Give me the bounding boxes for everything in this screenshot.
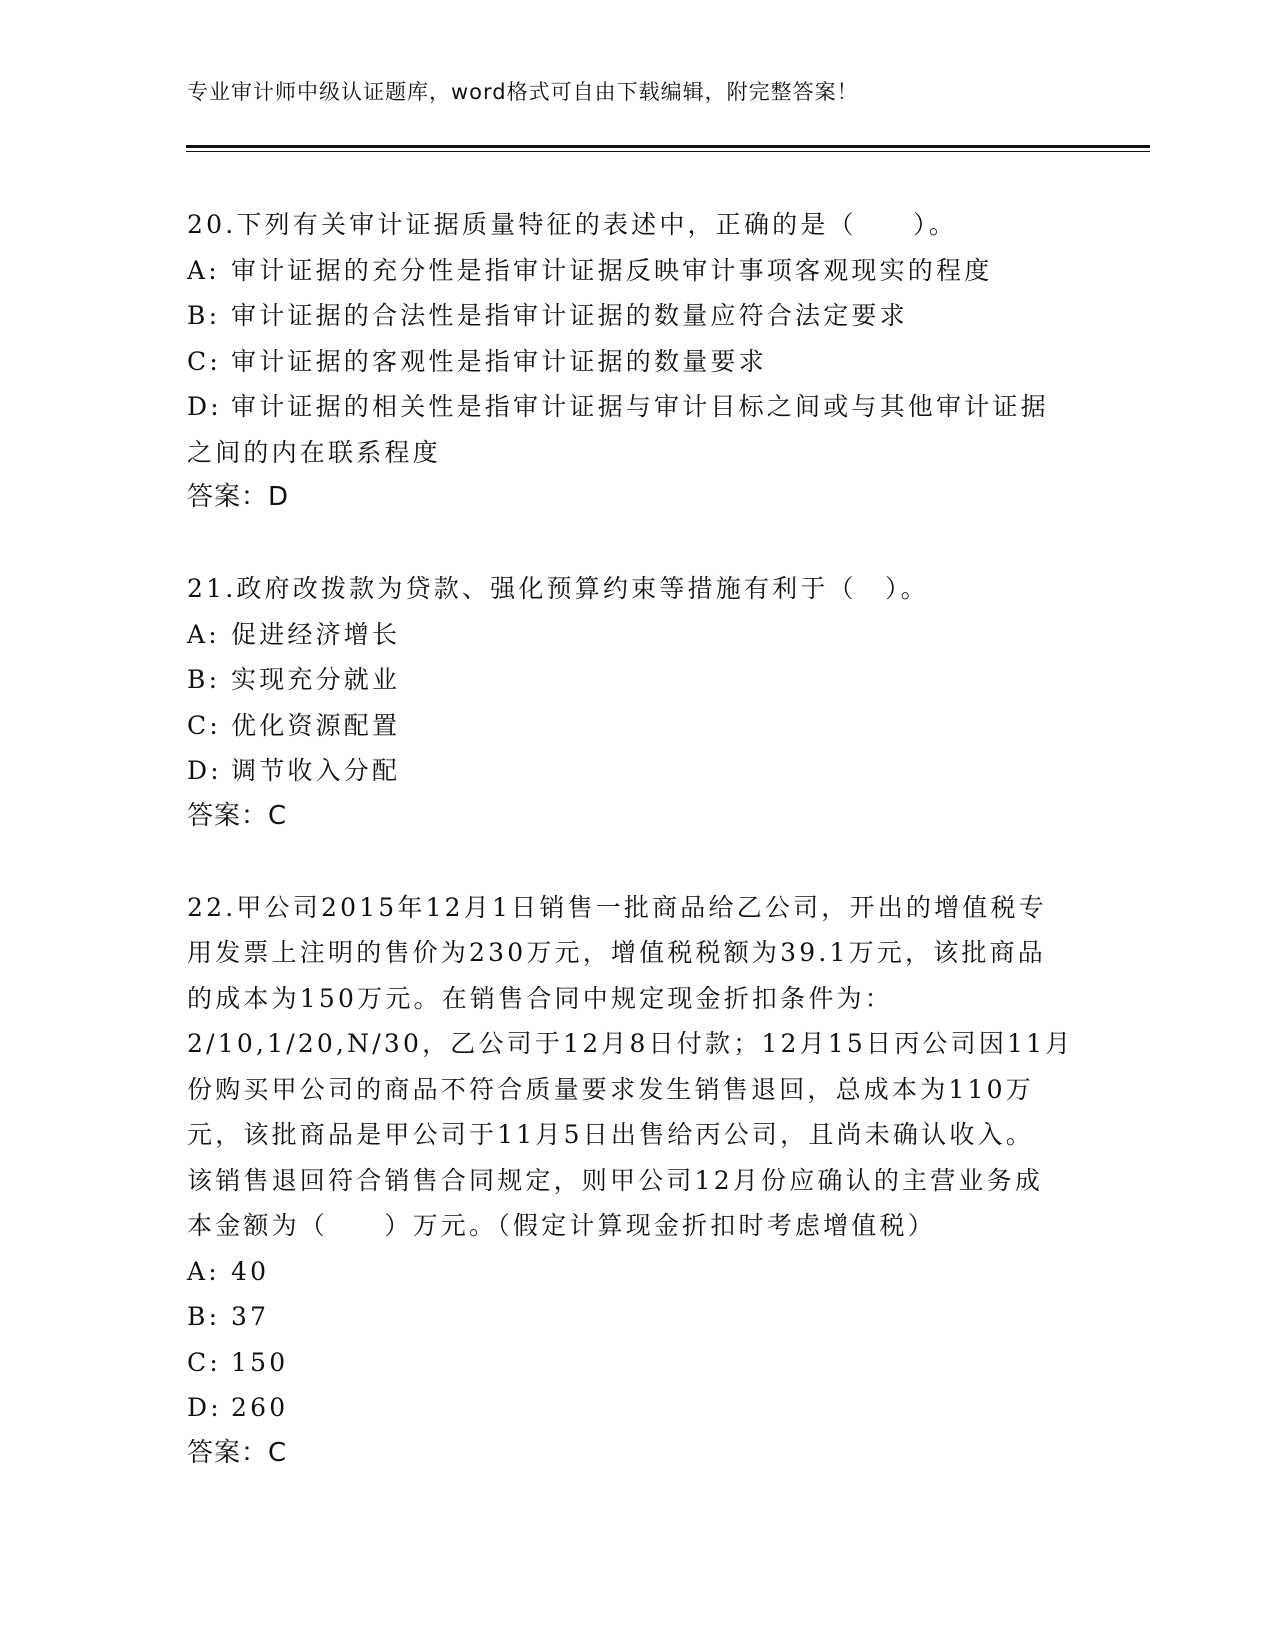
page-header: 专业审计师中级认证题库，word格式可自由下载编辑，附完整答案！ [187, 80, 859, 104]
question-stem-line: 用发票上注明的售价为230万元，增值税税额为39.1万元，该批商品 [187, 938, 1046, 967]
option-text: 调节收入分配 [231, 756, 401, 785]
header-rule-thick [186, 145, 1150, 148]
option-key: C: [187, 346, 221, 376]
option-key: D: [187, 756, 222, 785]
option-text: 审计证据的合法性是指审计证据的数量应符合法定要求 [231, 301, 908, 330]
option-line [187, 384, 1087, 430]
option-line [187, 430, 1087, 476]
option-key: B: [187, 1302, 221, 1331]
option-line [187, 748, 1087, 794]
question-20 [187, 202, 1087, 521]
option-text: 优化资源配置 [231, 710, 401, 740]
answer-label: 答案：C [187, 1437, 288, 1468]
option-text: 260 [231, 1393, 289, 1422]
option-line [187, 248, 1087, 294]
question-21 [187, 566, 1087, 839]
option-key: A: [187, 255, 220, 285]
option-text: 40 [231, 1256, 270, 1286]
question-stem-line: 20.下列有关审计证据质量特征的表述中，正确的是（ ）。 [187, 210, 958, 239]
question-stem-line: 22.甲公司2015年12月1日销售一批商品给乙公司，开出的增值税专 [187, 892, 1047, 922]
option-line [187, 339, 1087, 385]
option-line [187, 657, 1087, 703]
option-text: 促进经济增长 [231, 619, 401, 649]
option-text: 审计证据的相关性是指审计证据与审计目标之间或与其他审计证据 [231, 392, 1049, 421]
question-stem-line: 2/10,1/20,N/30，乙公司于12月8日付款；12月15日丙公司因11月 [187, 1029, 1074, 1058]
option-key: D: [187, 392, 222, 421]
option-key: B: [187, 301, 221, 330]
question-stem-line: 该销售退回符合销售合同规定，则甲公司12月份应确认的主营业务成 [187, 1165, 1044, 1195]
question-stem-line: 的成本为150万元。在销售合同中规定现金折扣条件为： [187, 983, 893, 1013]
header-rule-thin [186, 151, 1150, 152]
question-spacer [187, 839, 1087, 885]
option-line [187, 1294, 1087, 1340]
question-list [187, 202, 1087, 1476]
option-line [187, 1385, 1087, 1431]
option-text: 之间的内在联系程度 [187, 437, 441, 467]
option-text: 审计证据的充分性是指审计证据反映审计事项客观现实的程度 [231, 255, 993, 285]
option-line [187, 703, 1087, 749]
answer-label: 答案：D [187, 482, 290, 512]
answer-label: 答案：C [187, 800, 288, 831]
option-line [187, 612, 1087, 658]
option-text: 审计证据的客观性是指审计证据的数量要求 [231, 346, 767, 376]
option-line [187, 1249, 1087, 1295]
question-stem-line: 份购买甲公司的商品不符合质量要求发生销售退回，总成本为110万 [187, 1074, 1034, 1104]
question-stem-line: 本金额为（ ）万元。（假定计算现金折扣时考虑增值税） [187, 1211, 936, 1240]
option-key: C: [187, 1347, 221, 1377]
option-key: A: [187, 619, 220, 649]
question-spacer [187, 521, 1087, 567]
question-stem-line: 21.政府改拨款为贷款、强化预算约束等措施有利于（ ）。 [187, 574, 929, 603]
option-key: B: [187, 665, 221, 694]
option-key: D: [187, 1393, 222, 1422]
question-stem-line: 元，该批商品是甲公司于11月5日出售给丙公司，且尚未确认收入。 [187, 1120, 1034, 1149]
option-key: A: [187, 1256, 220, 1286]
option-text: 37 [231, 1302, 270, 1331]
question-22 [187, 885, 1087, 1477]
option-text: 150 [231, 1347, 289, 1377]
option-key: C: [187, 710, 221, 740]
option-line [187, 1340, 1087, 1386]
option-text: 实现充分就业 [231, 665, 401, 694]
option-line [187, 293, 1087, 339]
